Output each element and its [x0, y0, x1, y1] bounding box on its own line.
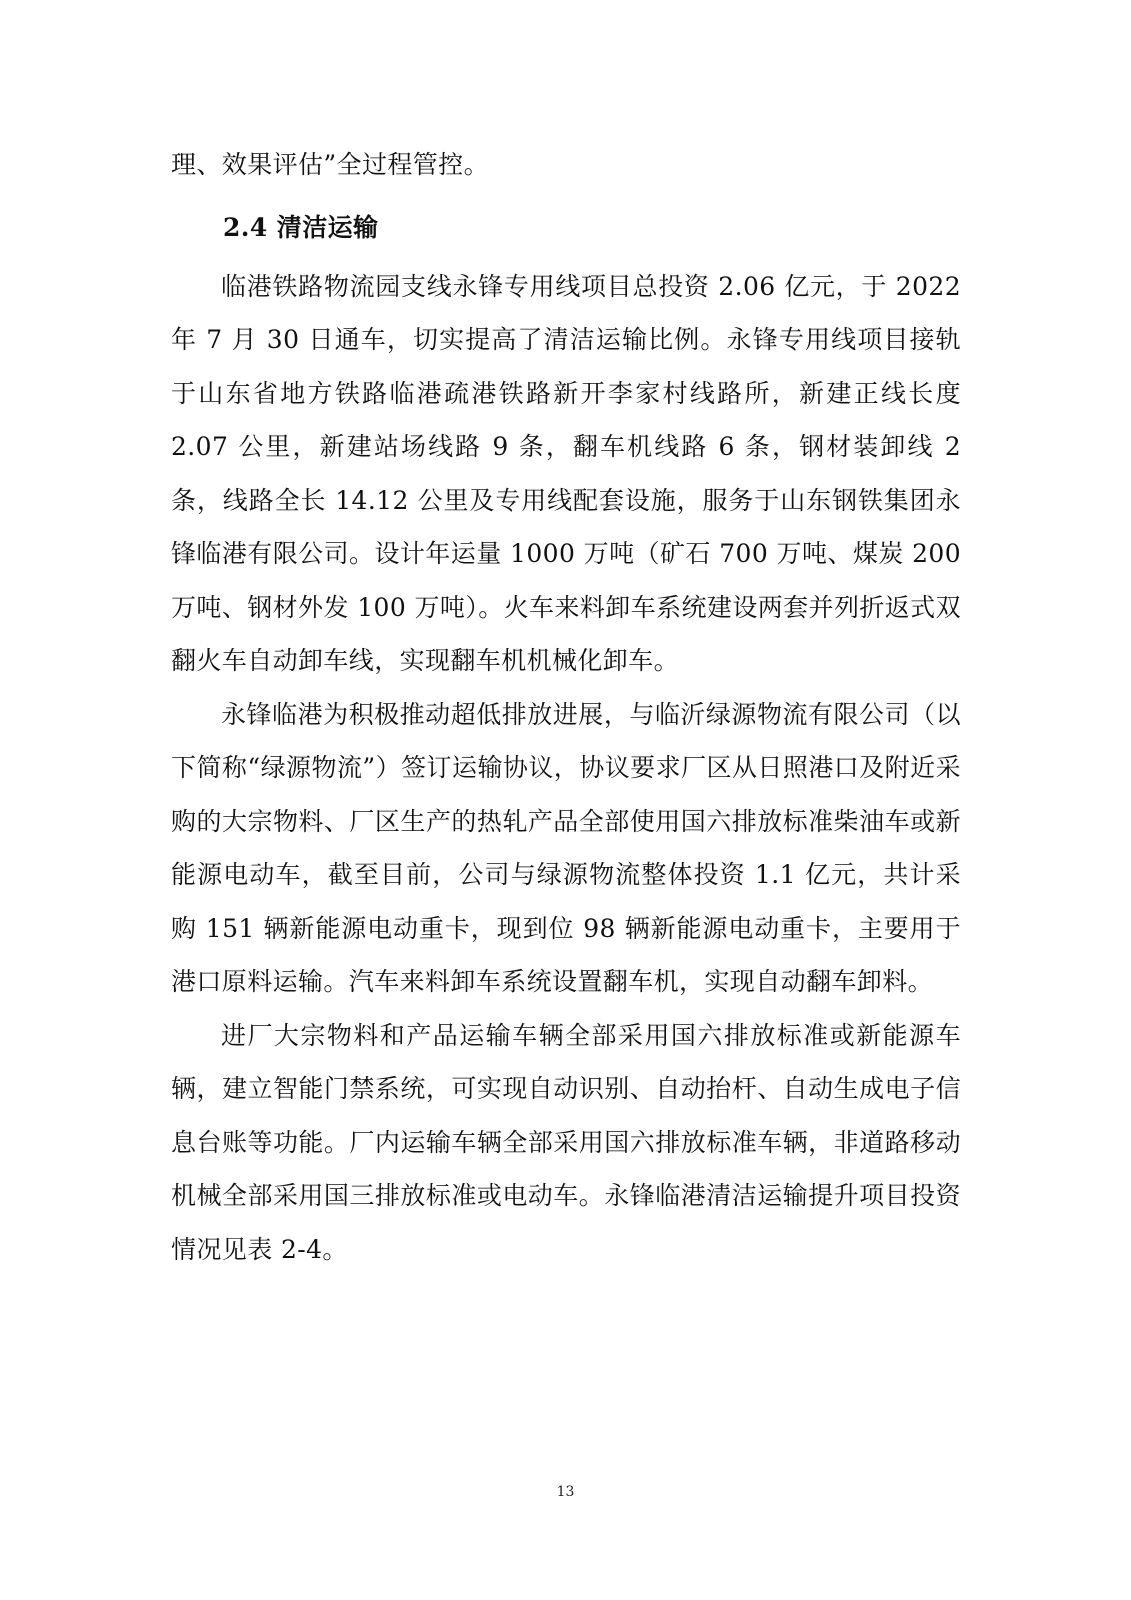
paragraph-vehicle-standards: 进厂大宗物料和产品运输车辆全部采用国六排放标准或新能源车辆，建立智能门禁系统，可实现自动识别、自动抬杆、自动生成电子信息台账等功能。厂内运输车辆全部采用国六排放标准车辆，非道路移动机械全部采用国三排放标准或电动车。永锋临港清洁运输提升项目投资情况见表 2-4。	[171, 1020, 961, 1264]
continuation-paragraph: 理、效果评估”全过程管控。	[171, 150, 489, 179]
page-number: 13	[556, 1484, 575, 1500]
section-heading: 2.4 清洁运输	[223, 212, 379, 242]
page-body	[171, 138, 961, 1276]
paragraph-rail-line: 临港铁路物流园支线永锋专用线项目总投资 2.06 亿元，于 2022 年 7 月 30 日通车，切实提高了清洁运输比例。永锋专用线项目接轨于山东省地方铁路临港疏港铁路新开李家村线路所，新建正线长度 2.07 公里，新建站场线路 9 条，翻车机线路 6 条，钢材装卸线 2 条，线路全长 14.12 公里及专用线配套设施，服务于山东钢铁集团永锋临港有限公司。设计年运量 1000 万吨（矿石 700 万吨、煤炭 200 万吨、钢材外发 100 万吨）。火车来料卸车系统建设两套并列折返式双翻火车自动卸车线，实现翻车机机械化卸车。	[171, 271, 961, 675]
paragraph-electric-trucks: 永锋临港为积极推动超低排放进展，与临沂绿源物流有限公司（以下简称“绿源物流”）签订运输协议，协议要求厂区从日照港口及附近采购的大宗物料、厂区生产的热轧产品全部使用国六排放标准柴油车或新能源电动车，截至目前，公司与绿源物流整体投资 1.1 亿元，共计采购 151 辆新能源电动重卡，现到位 98 辆新能源电动重卡，主要用于港口原料运输。汽车来料卸车系统设置翻车机，实现自动翻车卸料。	[171, 699, 961, 996]
